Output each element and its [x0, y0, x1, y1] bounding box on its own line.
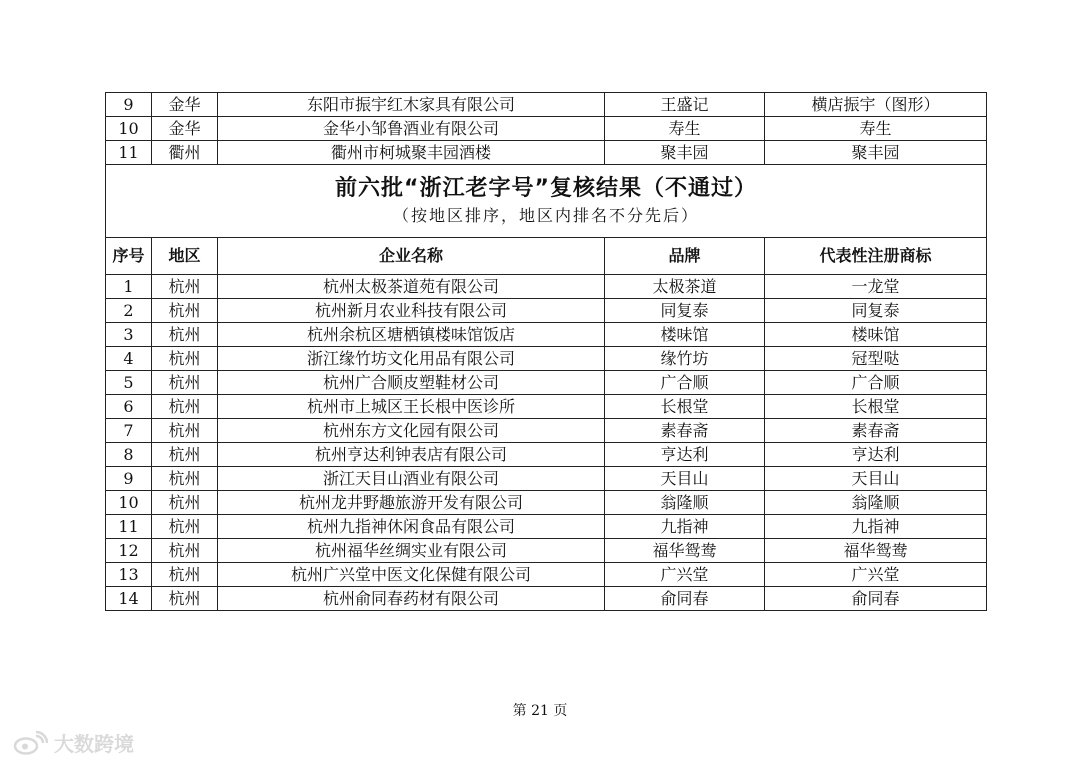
cell-trademark: 翁隆顺: [765, 491, 987, 515]
header-company: 企业名称: [218, 238, 605, 275]
header-trademark: 代表性注册商标: [765, 238, 987, 275]
table-row: [106, 93, 987, 117]
cell-trademark: 一龙堂: [765, 275, 987, 299]
cell-region: 杭州: [152, 443, 218, 467]
cell-trademark: 横店振宇（图形）: [765, 93, 987, 117]
cell-region: 衢州: [152, 141, 218, 165]
cell-trademark: 素春斋: [765, 419, 987, 443]
cell-no: 9: [106, 467, 152, 491]
cell-region: 金华: [152, 117, 218, 141]
table-row: [106, 587, 987, 611]
cell-company: 金华小邹鲁酒业有限公司: [218, 117, 605, 141]
cell-no: 6: [106, 395, 152, 419]
cell-company: 衢州市柯城聚丰园酒楼: [218, 141, 605, 165]
cell-brand: 长根堂: [605, 395, 765, 419]
table-row: [106, 467, 987, 491]
header-no: 序号: [106, 238, 152, 275]
table-row: [106, 563, 987, 587]
table-row: [106, 539, 987, 563]
cell-company: 浙江缘竹坊文化用品有限公司: [218, 347, 605, 371]
cell-region: 杭州: [152, 419, 218, 443]
cell-brand: 九指神: [605, 515, 765, 539]
cell-no: 5: [106, 371, 152, 395]
cell-region: 杭州: [152, 491, 218, 515]
cell-company: 杭州亨达利钟表店有限公司: [218, 443, 605, 467]
cell-trademark: 长根堂: [765, 395, 987, 419]
cell-brand: 天目山: [605, 467, 765, 491]
cell-brand: 广兴堂: [605, 563, 765, 587]
cell-region: 杭州: [152, 563, 218, 587]
cell-region: 金华: [152, 93, 218, 117]
cell-no: 9: [106, 93, 152, 117]
cell-brand: 福华鸳鸯: [605, 539, 765, 563]
cell-trademark: 九指神: [765, 515, 987, 539]
cell-company: 杭州东方文化园有限公司: [218, 419, 605, 443]
cell-brand: 太极茶道: [605, 275, 765, 299]
cell-trademark: 福华鸳鸯: [765, 539, 987, 563]
cell-company: 杭州市上城区王长根中医诊所: [218, 395, 605, 419]
cell-company: 杭州新月农业科技有限公司: [218, 299, 605, 323]
cell-no: 11: [106, 515, 152, 539]
section-title-cell: [106, 165, 987, 238]
header-region: 地区: [152, 238, 218, 275]
cell-company: 杭州太极茶道苑有限公司: [218, 275, 605, 299]
cell-company: 杭州俞同春药材有限公司: [218, 587, 605, 611]
watermark: [12, 728, 134, 757]
cell-company: 东阳市振宇红木家具有限公司: [218, 93, 605, 117]
cell-brand: 聚丰园: [605, 141, 765, 165]
section-title-block: [106, 165, 987, 275]
watermark-text: 大数跨境: [54, 732, 134, 756]
cell-region: 杭州: [152, 371, 218, 395]
table-row: [106, 323, 987, 347]
result-rows: [106, 275, 987, 611]
cell-region: 杭州: [152, 275, 218, 299]
cell-company: 浙江天目山酒业有限公司: [218, 467, 605, 491]
cell-trademark: 寿生: [765, 117, 987, 141]
table-row: [106, 491, 987, 515]
cell-trademark: 俞同春: [765, 587, 987, 611]
cell-trademark: 同复泰: [765, 299, 987, 323]
table-row: [106, 515, 987, 539]
cell-region: 杭州: [152, 515, 218, 539]
cell-no: 1: [106, 275, 152, 299]
cell-company: 杭州福华丝绸实业有限公司: [218, 539, 605, 563]
cell-region: 杭州: [152, 323, 218, 347]
cell-no: 12: [106, 539, 152, 563]
header-brand: 品牌: [605, 238, 765, 275]
cell-region: 杭州: [152, 539, 218, 563]
cell-trademark: 亨达利: [765, 443, 987, 467]
cell-no: 3: [106, 323, 152, 347]
cell-brand: 楼味馆: [605, 323, 765, 347]
page-number: 第 21 页: [512, 703, 568, 719]
cell-trademark: 冠型哒: [765, 347, 987, 371]
cell-brand: 广合顺: [605, 371, 765, 395]
cell-trademark: 聚丰园: [765, 141, 987, 165]
table-row: [106, 395, 987, 419]
cell-brand: 俞同春: [605, 587, 765, 611]
table-row: [106, 371, 987, 395]
cell-company: 杭州广合顺皮塑鞋材公司: [218, 371, 605, 395]
table-row: [106, 419, 987, 443]
cell-brand: 亨达利: [605, 443, 765, 467]
table-row: [106, 299, 987, 323]
cell-brand: 寿生: [605, 117, 765, 141]
cell-region: 杭州: [152, 299, 218, 323]
cell-no: 8: [106, 443, 152, 467]
cell-no: 10: [106, 117, 152, 141]
cell-trademark: 天目山: [765, 467, 987, 491]
weibo-logo-icon: [12, 731, 48, 755]
cell-trademark: 楼味馆: [765, 323, 987, 347]
table-row: [106, 443, 987, 467]
cell-no: 10: [106, 491, 152, 515]
cell-company: 杭州余杭区塘栖镇楼味馆饭店: [218, 323, 605, 347]
cell-no: 7: [106, 419, 152, 443]
cell-trademark: 广合顺: [765, 371, 987, 395]
continued-rows: [106, 93, 987, 165]
table-row: [106, 275, 987, 299]
table-header-row: [106, 238, 987, 275]
table-row: [106, 347, 987, 371]
table-row: [106, 141, 987, 165]
cell-company: 杭州广兴堂中医文化保健有限公司: [218, 563, 605, 587]
cell-brand: 翁隆顺: [605, 491, 765, 515]
table-row: [106, 117, 987, 141]
cell-trademark: 广兴堂: [765, 563, 987, 587]
cell-brand: 同复泰: [605, 299, 765, 323]
cell-no: 14: [106, 587, 152, 611]
trademark-review-table: [105, 92, 987, 611]
cell-no: 2: [106, 299, 152, 323]
cell-no: 11: [106, 141, 152, 165]
cell-region: 杭州: [152, 395, 218, 419]
cell-region: 杭州: [152, 467, 218, 491]
cell-brand: 素春斋: [605, 419, 765, 443]
cell-no: 4: [106, 347, 152, 371]
cell-region: 杭州: [152, 347, 218, 371]
cell-company: 杭州龙井野趣旅游开发有限公司: [218, 491, 605, 515]
cell-no: 13: [106, 563, 152, 587]
cell-brand: 王盛记: [605, 93, 765, 117]
cell-brand: 缘竹坊: [605, 347, 765, 371]
cell-company: 杭州九指神休闲食品有限公司: [218, 515, 605, 539]
section-subtitle: （按地区排序，地区内排名不分先后）: [392, 206, 699, 225]
cell-region: 杭州: [152, 587, 218, 611]
section-title: 前六批“浙江老字号”复核结果（不通过）: [335, 176, 757, 201]
